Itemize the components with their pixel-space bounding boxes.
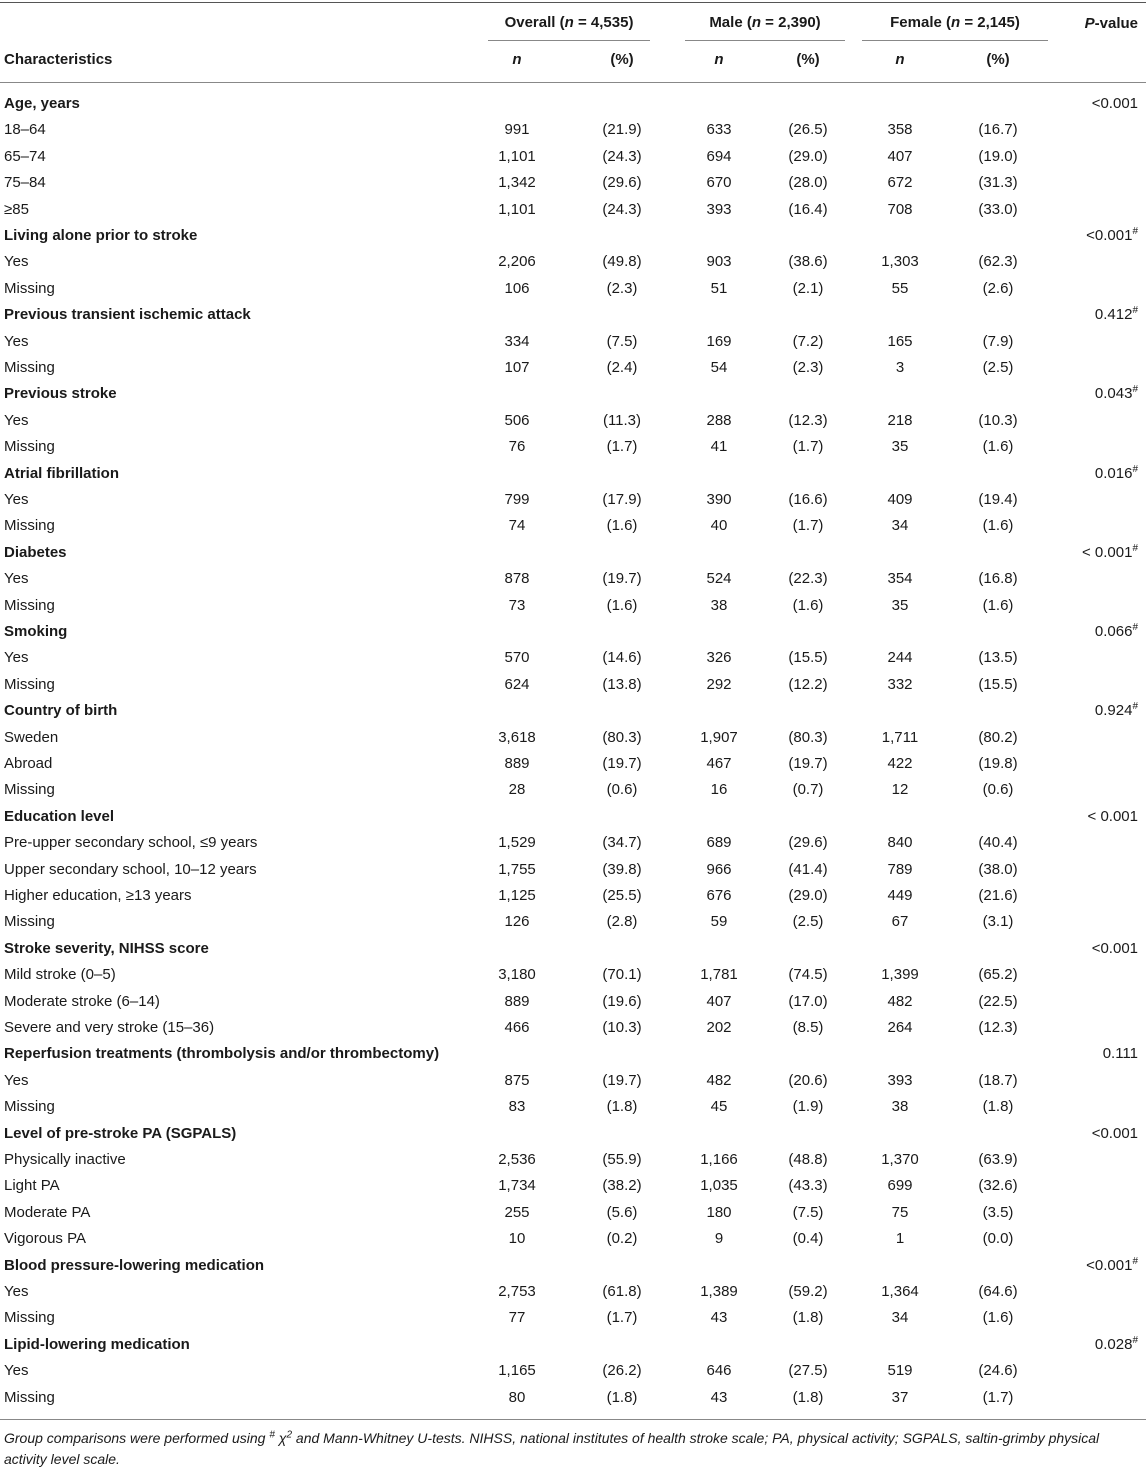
cell-pct-male: (29.0) — [788, 148, 828, 165]
cell-pct-male: (15.5) — [788, 649, 828, 666]
cell-pct-male: (12.2) — [788, 676, 828, 693]
row-label: Yes — [4, 333, 29, 350]
cell-n-overall: 3,180 — [498, 966, 536, 983]
row-label: Missing — [4, 438, 55, 455]
section-heading: Diabetes — [4, 544, 67, 561]
cell-n-male: 51 — [710, 280, 728, 297]
cell-pct-female: (22.5) — [978, 993, 1018, 1010]
row-label: Missing — [4, 280, 55, 297]
cell-pct-male: (1.9) — [792, 1098, 824, 1115]
cell-n-male: 43 — [710, 1309, 728, 1326]
cell-n-female: 789 — [887, 861, 913, 878]
cell-pct-overall: (2.4) — [606, 359, 638, 376]
cell-n-female: 165 — [887, 333, 913, 350]
cell-n-overall: 570 — [504, 649, 530, 666]
cell-pct-male: (19.7) — [788, 755, 828, 772]
cell-n-male: 41 — [710, 438, 728, 455]
cell-pct-female: (63.9) — [978, 1151, 1018, 1168]
cell-n-female: 244 — [887, 649, 913, 666]
cell-n-female: 672 — [887, 174, 913, 191]
cell-n-male: 903 — [706, 253, 732, 270]
cell-pct-male: (22.3) — [788, 570, 828, 587]
cell-n-female: 75 — [891, 1204, 909, 1221]
cell-n-overall: 878 — [504, 570, 530, 587]
cell-n-male: 1,166 — [700, 1151, 738, 1168]
cell-pct-female: (3.1) — [982, 913, 1014, 930]
cell-n-female: 218 — [887, 412, 913, 429]
cell-n-female: 354 — [887, 570, 913, 587]
section-heading: Blood pressure-lowering medication — [4, 1257, 265, 1274]
row-label: Severe and very stroke (15–36) — [4, 1019, 215, 1036]
cell-n-overall: 76 — [508, 438, 526, 455]
row-label: Missing — [4, 517, 55, 534]
cell-pct-overall: (61.8) — [602, 1283, 642, 1300]
cell-pct-male: (0.4) — [792, 1230, 824, 1247]
cell-pct-female: (1.6) — [982, 597, 1014, 614]
cell-n-male: 676 — [706, 887, 732, 904]
cell-pct-female: (62.3) — [978, 253, 1018, 270]
cell-pct-overall: (2.3) — [606, 280, 638, 297]
row-label: Missing — [4, 913, 55, 930]
cell-pct-overall: (19.7) — [602, 570, 642, 587]
cell-n-female: 37 — [891, 1389, 909, 1406]
cell-n-female: 409 — [887, 491, 913, 508]
section-heading: Education level — [4, 808, 115, 825]
cell-pct-overall: (21.9) — [602, 121, 642, 138]
cell-n-overall: 889 — [504, 993, 530, 1010]
cell-n-overall: 3,618 — [498, 729, 536, 746]
cell-pct-female: (32.6) — [978, 1177, 1018, 1194]
cell-n-female: 3 — [895, 359, 905, 376]
cell-n-overall: 875 — [504, 1072, 530, 1089]
row-label: Moderate stroke (6–14) — [4, 993, 160, 1010]
cell-n-male: 180 — [706, 1204, 732, 1221]
row-label: 65–74 — [4, 148, 46, 165]
cell-pct-overall: (1.6) — [606, 597, 638, 614]
group-header-overall: Overall (n = 4,535) — [504, 14, 634, 31]
cell-pct-female: (19.4) — [978, 491, 1018, 508]
cell-n-overall: 255 — [504, 1204, 530, 1221]
cell-pct-male: (8.5) — [792, 1019, 824, 1036]
cell-pct-female: (15.5) — [978, 676, 1018, 693]
section-heading: Previous stroke — [4, 385, 117, 402]
cell-n-female: 35 — [891, 597, 909, 614]
cell-pct-overall: (80.3) — [602, 729, 642, 746]
cell-n-overall: 107 — [504, 359, 530, 376]
cell-n-overall: 506 — [504, 412, 530, 429]
cell-pct-male: (16.6) — [788, 491, 828, 508]
section-heading: Stroke severity, NIHSS score — [4, 940, 209, 957]
cell-n-overall: 83 — [508, 1098, 526, 1115]
cell-pct-overall: (49.8) — [602, 253, 642, 270]
cell-pct-male: (29.0) — [788, 887, 828, 904]
cell-n-male: 292 — [706, 676, 732, 693]
cell-pct-overall: (19.7) — [602, 1072, 642, 1089]
cell-n-male: 54 — [710, 359, 728, 376]
cell-pct-male: (41.4) — [788, 861, 828, 878]
cell-pct-male: (29.6) — [788, 834, 828, 851]
cell-pct-overall: (24.3) — [602, 201, 642, 218]
pvalue-header: P-value — [1084, 15, 1138, 32]
cell-n-overall: 73 — [508, 597, 526, 614]
group-underline-female — [862, 40, 1048, 41]
pvalue-cell: 0.412# — [1094, 305, 1138, 323]
cell-n-female: 55 — [891, 280, 909, 297]
col-n-female: n — [895, 51, 905, 68]
cell-pct-male: (80.3) — [788, 729, 828, 746]
cell-n-overall: 1,734 — [498, 1177, 536, 1194]
row-label: Yes — [4, 1362, 29, 1379]
cell-n-overall: 2,206 — [498, 253, 536, 270]
row-label: Mild stroke (0–5) — [4, 966, 116, 983]
cell-n-male: 482 — [706, 1072, 732, 1089]
cell-n-male: 966 — [706, 861, 732, 878]
cell-pct-overall: (2.8) — [606, 913, 638, 930]
pvalue-cell: <0.001 — [1091, 1125, 1138, 1142]
top-rule — [0, 2, 1146, 3]
row-label: Yes — [4, 1072, 29, 1089]
cell-pct-overall: (19.6) — [602, 993, 642, 1010]
cell-pct-female: (1.6) — [982, 517, 1014, 534]
row-label: Vigorous PA — [4, 1230, 86, 1247]
row-label: Missing — [4, 781, 55, 798]
cell-pct-male: (12.3) — [788, 412, 828, 429]
cell-n-female: 482 — [887, 993, 913, 1010]
cell-n-female: 1,711 — [881, 729, 919, 746]
cell-n-female: 449 — [887, 887, 913, 904]
cell-pct-male: (7.5) — [792, 1204, 824, 1221]
pvalue-cell: 0.066# — [1094, 622, 1138, 640]
cell-pct-overall: (1.8) — [606, 1389, 638, 1406]
cell-pct-male: (1.7) — [792, 517, 824, 534]
pvalue-cell: <0.001 — [1091, 95, 1138, 112]
cell-n-male: 16 — [710, 781, 728, 798]
pvalue-cell: 0.111 — [1102, 1045, 1138, 1062]
cell-pct-male: (74.5) — [788, 966, 828, 983]
cell-pct-overall: (14.6) — [602, 649, 642, 666]
cell-pct-female: (2.6) — [982, 280, 1014, 297]
cell-pct-overall: (19.7) — [602, 755, 642, 772]
pvalue-cell: 0.016# — [1094, 464, 1138, 482]
cell-pct-overall: (29.6) — [602, 174, 642, 191]
cell-n-male: 45 — [710, 1098, 728, 1115]
section-heading: Age, years — [4, 95, 80, 112]
cell-pct-male: (7.2) — [792, 333, 824, 350]
pvalue-cell: 0.043# — [1094, 384, 1138, 402]
col-n-overall: n — [512, 51, 522, 68]
cell-pct-male: (1.6) — [792, 597, 824, 614]
cell-pct-male: (48.8) — [788, 1151, 828, 1168]
cell-pct-male: (2.1) — [792, 280, 824, 297]
row-label: Physically inactive — [4, 1151, 126, 1168]
cell-n-female: 34 — [891, 1309, 909, 1326]
row-label: Missing — [4, 597, 55, 614]
cell-pct-overall: (55.9) — [602, 1151, 642, 1168]
cell-n-female: 35 — [891, 438, 909, 455]
row-label: Missing — [4, 1098, 55, 1115]
cell-n-overall: 1,101 — [498, 148, 536, 165]
cell-pct-overall: (39.8) — [602, 861, 642, 878]
cell-n-male: 38 — [710, 597, 728, 614]
col-n-male: n — [714, 51, 724, 68]
pvalue-cell: < 0.001# — [1081, 543, 1138, 561]
pvalue-cell: 0.924# — [1094, 701, 1138, 719]
cell-pct-female: (64.6) — [978, 1283, 1018, 1300]
cell-n-female: 1,364 — [881, 1283, 919, 1300]
cell-pct-female: (0.0) — [982, 1230, 1014, 1247]
section-heading: Smoking — [4, 623, 68, 640]
cell-n-female: 708 — [887, 201, 913, 218]
cell-n-male: 670 — [706, 174, 732, 191]
cell-pct-overall: (34.7) — [602, 834, 642, 851]
cell-n-male: 43 — [710, 1389, 728, 1406]
cell-n-overall: 1,529 — [498, 834, 536, 851]
pvalue-cell: <0.001# — [1086, 1256, 1138, 1274]
group-header-female: Female (n = 2,145) — [890, 14, 1020, 31]
row-label: Yes — [4, 491, 29, 508]
row-label: Missing — [4, 676, 55, 693]
row-label: Upper secondary school, 10–12 years — [4, 861, 257, 878]
cell-pct-overall: (38.2) — [602, 1177, 642, 1194]
cell-n-overall: 889 — [504, 755, 530, 772]
cell-n-male: 1,035 — [700, 1177, 738, 1194]
cell-pct-female: (19.8) — [978, 755, 1018, 772]
cell-pct-female: (10.3) — [978, 412, 1018, 429]
col-pct-overall: (%) — [610, 51, 634, 68]
cell-n-female: 1 — [895, 1230, 905, 1247]
cell-pct-female: (33.0) — [978, 201, 1018, 218]
cell-pct-overall: (25.5) — [602, 887, 642, 904]
section-heading: Country of birth — [4, 702, 118, 719]
group-underline-overall — [488, 40, 650, 41]
cell-n-female: 393 — [887, 1072, 913, 1089]
cell-n-male: 326 — [706, 649, 732, 666]
cell-pct-male: (20.6) — [788, 1072, 828, 1089]
row-label: Missing — [4, 1389, 55, 1406]
cell-pct-male: (43.3) — [788, 1177, 828, 1194]
row-label: Missing — [4, 1309, 55, 1326]
cell-pct-female: (1.7) — [982, 1389, 1014, 1406]
cell-pct-female: (1.8) — [982, 1098, 1014, 1115]
cell-pct-male: (17.0) — [788, 993, 828, 1010]
cell-pct-overall: (10.3) — [602, 1019, 642, 1036]
cell-n-female: 407 — [887, 148, 913, 165]
cell-n-male: 646 — [706, 1362, 732, 1379]
section-heading: Living alone prior to stroke — [4, 227, 198, 244]
cell-n-female: 34 — [891, 517, 909, 534]
section-heading: Reperfusion treatments (thrombolysis and/or thrombectomy) — [4, 1045, 440, 1062]
cell-n-female: 840 — [887, 834, 913, 851]
cell-n-overall: 2,753 — [498, 1283, 536, 1300]
cell-pct-overall: (13.8) — [602, 676, 642, 693]
row-label: 18–64 — [4, 121, 46, 138]
cell-pct-overall: (1.7) — [606, 1309, 638, 1326]
cell-n-female: 1,399 — [881, 966, 919, 983]
cell-n-female: 67 — [891, 913, 909, 930]
pvalue-cell: 0.028# — [1094, 1335, 1138, 1353]
cell-pct-male: (16.4) — [788, 201, 828, 218]
cell-pct-female: (1.6) — [982, 438, 1014, 455]
cell-n-female: 358 — [887, 121, 913, 138]
cell-pct-overall: (0.2) — [606, 1230, 638, 1247]
cell-n-male: 694 — [706, 148, 732, 165]
row-label: Moderate PA — [4, 1204, 91, 1221]
cell-n-female: 1,303 — [881, 253, 919, 270]
cell-pct-overall: (17.9) — [602, 491, 642, 508]
cell-pct-male: (2.5) — [792, 913, 824, 930]
section-heading: Level of pre-stroke PA (SGPALS) — [4, 1125, 237, 1142]
row-label: Higher education, ≥13 years — [4, 887, 192, 904]
cell-pct-female: (19.0) — [978, 148, 1018, 165]
cell-pct-female: (65.2) — [978, 966, 1018, 983]
cell-pct-male: (0.7) — [792, 781, 824, 798]
group-underline-male — [685, 40, 845, 41]
row-label: Yes — [4, 570, 29, 587]
cell-n-overall: 1,342 — [498, 174, 536, 191]
cell-n-male: 59 — [710, 913, 728, 930]
cell-pct-female: (18.7) — [978, 1072, 1018, 1089]
cell-pct-female: (13.5) — [978, 649, 1018, 666]
cell-n-male: 202 — [706, 1019, 732, 1036]
cell-n-overall: 624 — [504, 676, 530, 693]
row-label: Abroad — [4, 755, 53, 772]
cell-pct-male: (2.3) — [792, 359, 824, 376]
cell-pct-overall: (70.1) — [602, 966, 642, 983]
row-label: ≥85 — [4, 201, 29, 218]
cell-pct-female: (7.9) — [982, 333, 1014, 350]
cell-n-overall: 991 — [504, 121, 530, 138]
cell-n-overall: 334 — [504, 333, 530, 350]
row-label: Missing — [4, 359, 55, 376]
cell-n-overall: 126 — [504, 913, 530, 930]
cell-pct-female: (40.4) — [978, 834, 1018, 851]
cell-pct-overall: (5.6) — [606, 1204, 638, 1221]
row-label: 75–84 — [4, 174, 46, 191]
cell-n-female: 1,370 — [881, 1151, 919, 1168]
col-pct-female: (%) — [986, 51, 1010, 68]
group-header-male: Male (n = 2,390) — [709, 14, 821, 31]
row-label: Yes — [4, 1283, 29, 1300]
cell-n-overall: 77 — [508, 1309, 526, 1326]
cell-pct-male: (1.8) — [792, 1309, 824, 1326]
cell-n-overall: 799 — [504, 491, 530, 508]
cell-pct-overall: (1.8) — [606, 1098, 638, 1115]
row-label: Pre-upper secondary school, ≤9 years — [4, 834, 258, 851]
cell-pct-female: (80.2) — [978, 729, 1018, 746]
cell-n-male: 1,389 — [700, 1283, 738, 1300]
table-footnote: Group comparisons were performed using # $\chi^2$ and Mann-Whitney U-tests. NIHSS, national institutes of health stroke scale; PA, physical activity; SGPALS, saltin-grimby physical activity level scale. — [4, 1429, 1100, 1467]
cell-n-female: 699 — [887, 1177, 913, 1194]
section-heading: Lipid-lowering medication — [4, 1336, 190, 1353]
cell-n-overall: 106 — [504, 280, 530, 297]
section-heading: Previous transient ischemic attack — [4, 306, 251, 323]
row-label: Light PA — [4, 1177, 60, 1194]
cell-n-male: 633 — [706, 121, 732, 138]
cell-pct-overall: (7.5) — [606, 333, 638, 350]
row-label: Yes — [4, 253, 29, 270]
cell-n-overall: 74 — [508, 517, 526, 534]
cell-pct-overall: (1.7) — [606, 438, 638, 455]
pvalue-cell: <0.001# — [1086, 226, 1138, 244]
cell-n-female: 12 — [891, 781, 909, 798]
cell-n-overall: 1,755 — [498, 861, 536, 878]
cell-pct-female: (16.8) — [978, 570, 1018, 587]
cell-n-female: 422 — [887, 755, 913, 772]
cell-pct-male: (26.5) — [788, 121, 828, 138]
cell-pct-overall: (0.6) — [606, 781, 638, 798]
cell-n-female: 332 — [887, 676, 913, 693]
header-rule — [0, 82, 1146, 83]
cell-n-male: 1,781 — [700, 966, 738, 983]
section-heading: Atrial fibrillation — [4, 465, 120, 482]
cell-pct-female: (2.5) — [982, 359, 1014, 376]
cell-n-overall: 1,165 — [498, 1362, 536, 1379]
cell-n-male: 524 — [706, 570, 732, 587]
cell-pct-female: (0.6) — [982, 781, 1014, 798]
cell-pct-female: (1.6) — [982, 1309, 1014, 1326]
cell-pct-female: (3.5) — [982, 1204, 1014, 1221]
cell-n-overall: 10 — [508, 1230, 526, 1247]
cell-pct-overall: (11.3) — [602, 412, 642, 429]
cell-n-male: 288 — [706, 412, 732, 429]
cell-n-male: 9 — [714, 1230, 724, 1247]
cell-pct-male: (1.8) — [792, 1389, 824, 1406]
cell-n-male: 407 — [706, 993, 732, 1010]
cell-n-female: 38 — [891, 1098, 909, 1115]
characteristics-header: Characteristics — [4, 51, 113, 68]
cell-n-male: 467 — [706, 755, 732, 772]
col-pct-male: (%) — [796, 51, 820, 68]
cell-pct-overall: (26.2) — [602, 1362, 642, 1379]
cell-n-male: 689 — [706, 834, 732, 851]
pvalue-cell: <0.001 — [1091, 940, 1138, 957]
cell-pct-female: (12.3) — [978, 1019, 1018, 1036]
cell-pct-male: (1.7) — [792, 438, 824, 455]
row-label: Sweden — [4, 729, 59, 746]
row-label: Yes — [4, 412, 29, 429]
cell-pct-male: (59.2) — [788, 1283, 828, 1300]
cell-n-overall: 2,536 — [498, 1151, 536, 1168]
cell-pct-female: (21.6) — [978, 887, 1018, 904]
cell-pct-male: (27.5) — [788, 1362, 828, 1379]
cell-pct-female: (31.3) — [978, 174, 1018, 191]
bottom-rule — [0, 1419, 1146, 1420]
cell-n-male: 40 — [710, 517, 728, 534]
cell-n-female: 264 — [887, 1019, 913, 1036]
cell-pct-female: (24.6) — [978, 1362, 1018, 1379]
cell-pct-female: (38.0) — [978, 861, 1018, 878]
cell-n-male: 1,907 — [700, 729, 738, 746]
cell-n-male: 169 — [706, 333, 732, 350]
cell-pct-male: (38.6) — [788, 253, 828, 270]
pvalue-cell: < 0.001 — [1087, 808, 1138, 825]
cell-n-overall: 80 — [508, 1389, 526, 1406]
cell-n-overall: 1,101 — [498, 201, 536, 218]
row-label: Yes — [4, 649, 29, 666]
cell-pct-female: (16.7) — [978, 121, 1018, 138]
cell-pct-overall: (1.6) — [606, 517, 638, 534]
cell-pct-overall: (24.3) — [602, 148, 642, 165]
cell-n-overall: 466 — [504, 1019, 530, 1036]
cell-n-male: 393 — [706, 201, 732, 218]
cell-n-overall: 1,125 — [498, 887, 536, 904]
cell-n-female: 519 — [887, 1362, 913, 1379]
cell-pct-male: (28.0) — [788, 174, 828, 191]
cell-n-male: 390 — [706, 491, 732, 508]
cell-n-overall: 28 — [508, 781, 526, 798]
